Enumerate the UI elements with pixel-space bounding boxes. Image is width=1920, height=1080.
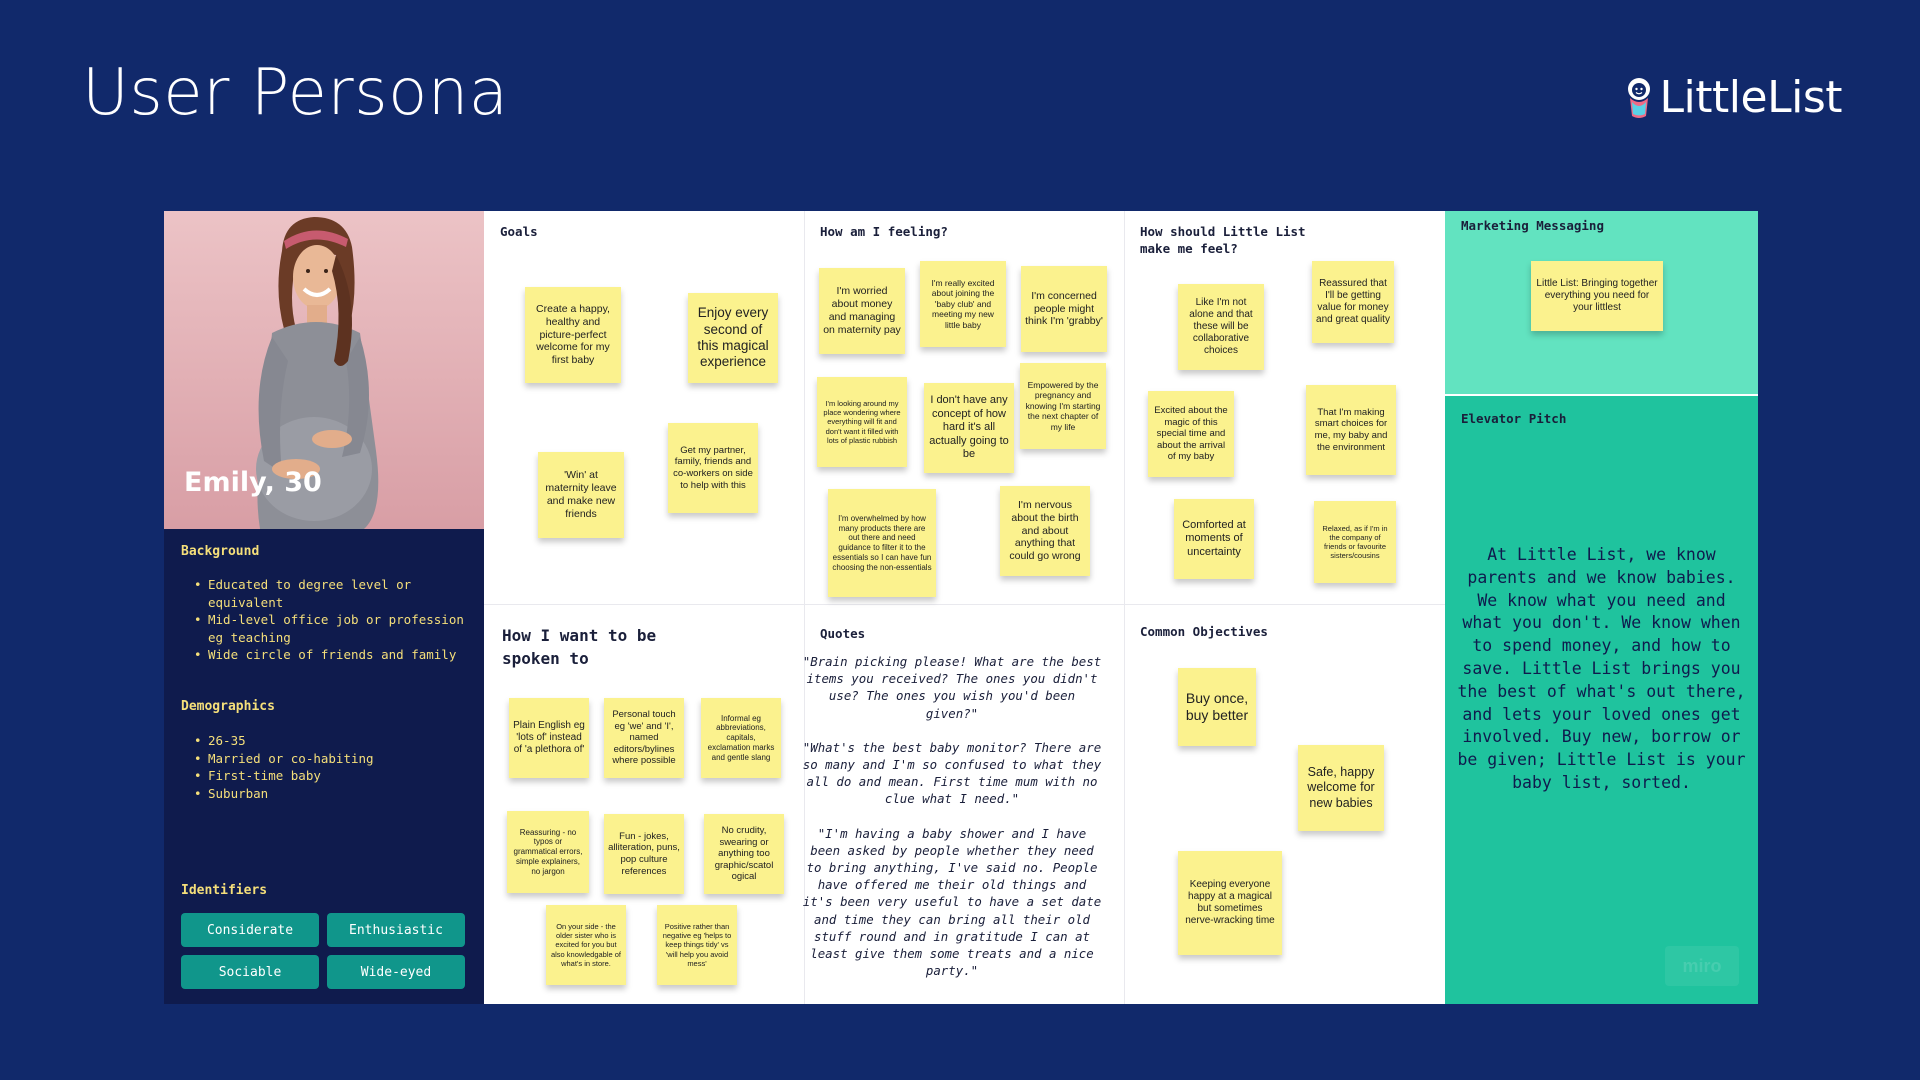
sticky-note: Enjoy every second of this magical experience [688, 293, 778, 383]
sticky-note: Personal touch eg 'we' and 'I', named editors/bylines where possible [604, 698, 684, 778]
demographics-list [194, 732, 474, 802]
quote: "Brain picking please! What are the best items you received? The ones you didn't use? The ones you wish you'd been given?" [802, 654, 1102, 721]
sticky-note: Create a happy, healthy and picture-perfect welcome for my first baby [525, 287, 621, 383]
sticky-note: Plain English eg 'lots of' instead of 'a plethora of' [509, 698, 589, 778]
quote: "What's the best baby monitor? There are so many and I'm so confused to what they all do and mean. First time mum with no clue what I need." [802, 739, 1102, 807]
brand-logo [1626, 72, 1842, 123]
identifier-tag: Sociable [181, 955, 319, 989]
identifier-tag: Considerate [181, 913, 319, 947]
elevator-heading: Elevator Pitch [1461, 411, 1567, 426]
sticky-note: I don't have any concept of how hard it's all actually going to be [924, 383, 1014, 473]
goals-heading: Goals [500, 224, 538, 239]
sticky-note: Positive rather than negative eg 'helps to keep things tidy' vs 'will help you avoid mess' [657, 905, 737, 985]
sticky-note: I'm looking around my place wondering where everything will fit and don't want it filled with lots of plastic rubbish [817, 377, 907, 467]
list-item: • Mid-level office job or profession eg teaching [194, 611, 474, 646]
identifier-tag: Wide-eyed [327, 955, 465, 989]
sticky-note: Buy once, buy better [1178, 668, 1256, 746]
sticky-note: 'Win' at maternity leave and make new friends [538, 452, 624, 538]
sticky-note: Reassuring - no typos or grammatical errors, simple explainers, no jargon [507, 811, 589, 893]
feeling-heading: How am I feeling? [820, 224, 948, 239]
list-item: • Wide circle of friends and family [194, 646, 474, 664]
sticky-note: On your side - the older sister who is excited for you but also knowledgable of what's in store. [546, 905, 626, 985]
marketing-heading: Marketing Messaging [1461, 218, 1604, 233]
sticky-note: I'm really excited about joining the 'baby club' and meeting my new little baby [920, 261, 1006, 347]
sticky-note: Relaxed, as if I'm in the company of friends or favourite sisters/cousins [1314, 501, 1396, 583]
sticky-note: I'm concerned people might think I'm 'grabby' [1021, 266, 1107, 352]
sticky-note: Like I'm not alone and that these will be collaborative choices [1178, 284, 1264, 370]
baby-logo-icon [1626, 76, 1652, 120]
make-feel-heading: How should Little List make me feel? [1140, 224, 1306, 256]
quote: "I'm having a baby shower and I have been asked by people whether they need to bring anything, I've said no. People have offered me their old things and it's been very useful to have a set date and time they can bring all their old stuff round and in gratitude I can at least give them some treats and a nice party." [802, 825, 1102, 979]
grid-divider [1124, 211, 1125, 1004]
sticky-note: Keeping everyone happy at a magical but sometimes nerve-wracking time [1178, 851, 1282, 955]
sticky-note: Little List: Bringing together everything you need for your littlest [1531, 261, 1663, 331]
persona-photo [164, 211, 484, 529]
elevator-panel [1445, 396, 1758, 1004]
persona-board [164, 211, 1758, 1004]
demographics-heading: Demographics [181, 699, 275, 714]
sticky-note: Excited about the magic of this special time and about the arrival of my baby [1148, 391, 1234, 477]
sticky-note: Get my partner, family, friends and co-workers on side to help with this [668, 423, 758, 513]
sticky-note: No crudity, swearing or anything too graphic/scatol ogical [704, 814, 784, 894]
persona-panel [164, 211, 484, 1004]
spoken-heading: How I want to be spoken to [502, 626, 657, 668]
grid-divider [484, 604, 1445, 605]
quotes-heading: Quotes [820, 626, 866, 641]
sticky-note: I'm worried about money and managing on maternity pay [819, 268, 905, 354]
miro-watermark: miro [1665, 946, 1739, 986]
list-item: • Educated to degree level or equivalent [194, 576, 474, 611]
background-list [194, 576, 474, 664]
sticky-note: Comforted at moments of uncertainty [1174, 499, 1254, 579]
quotes-list [802, 653, 1102, 996]
identifiers-heading: Identifiers [181, 883, 268, 898]
sticky-note: Empowered by the pregnancy and knowing I'm starting the next chapter of my life [1020, 363, 1106, 449]
persona-name: Emily, 30 [184, 467, 322, 498]
objectives-heading: Common Objectives [1140, 624, 1268, 639]
brand-name: LittleList [1659, 72, 1842, 123]
sticky-note: That I'm making smart choices for me, my baby and the environment [1306, 385, 1396, 475]
list-item: • First-time baby [194, 767, 474, 785]
sticky-note: I'm nervous about the birth and about anything that could go wrong [1000, 486, 1090, 576]
background-heading: Background [181, 544, 260, 559]
sticky-note: Reassured that I'll be getting value for money and great quality [1312, 261, 1394, 343]
sticky-note: Safe, happy welcome for new babies [1298, 745, 1384, 831]
elevator-pitch-text: At Little List, we know parents and we know babies. We know what you need and what you don't. We know when to spend money, and how to save. Little List brings you the best of what's out there, and lets your loved ones get involved. Buy new, borrow or be given; Little List is your baby list, sorted. [1457, 545, 1746, 792]
list-item: • 26-35 [194, 732, 474, 750]
sticky-note: Fun - jokes, alliteration, puns, pop culture references [604, 814, 684, 894]
page-title: User Persona [82, 56, 509, 130]
list-item: • Married or co-habiting [194, 750, 474, 768]
identifier-tag: Enthusiastic [327, 913, 465, 947]
sticky-note: Informal eg abbreviations, capitals, exclamation marks and gentle slang [701, 698, 781, 778]
sticky-note: I'm overwhelmed by how many products there are out there and need guidance to filter it to the essentials so I can have fun choosing the non-essentials [828, 489, 936, 597]
list-item: • Suburban [194, 785, 474, 803]
